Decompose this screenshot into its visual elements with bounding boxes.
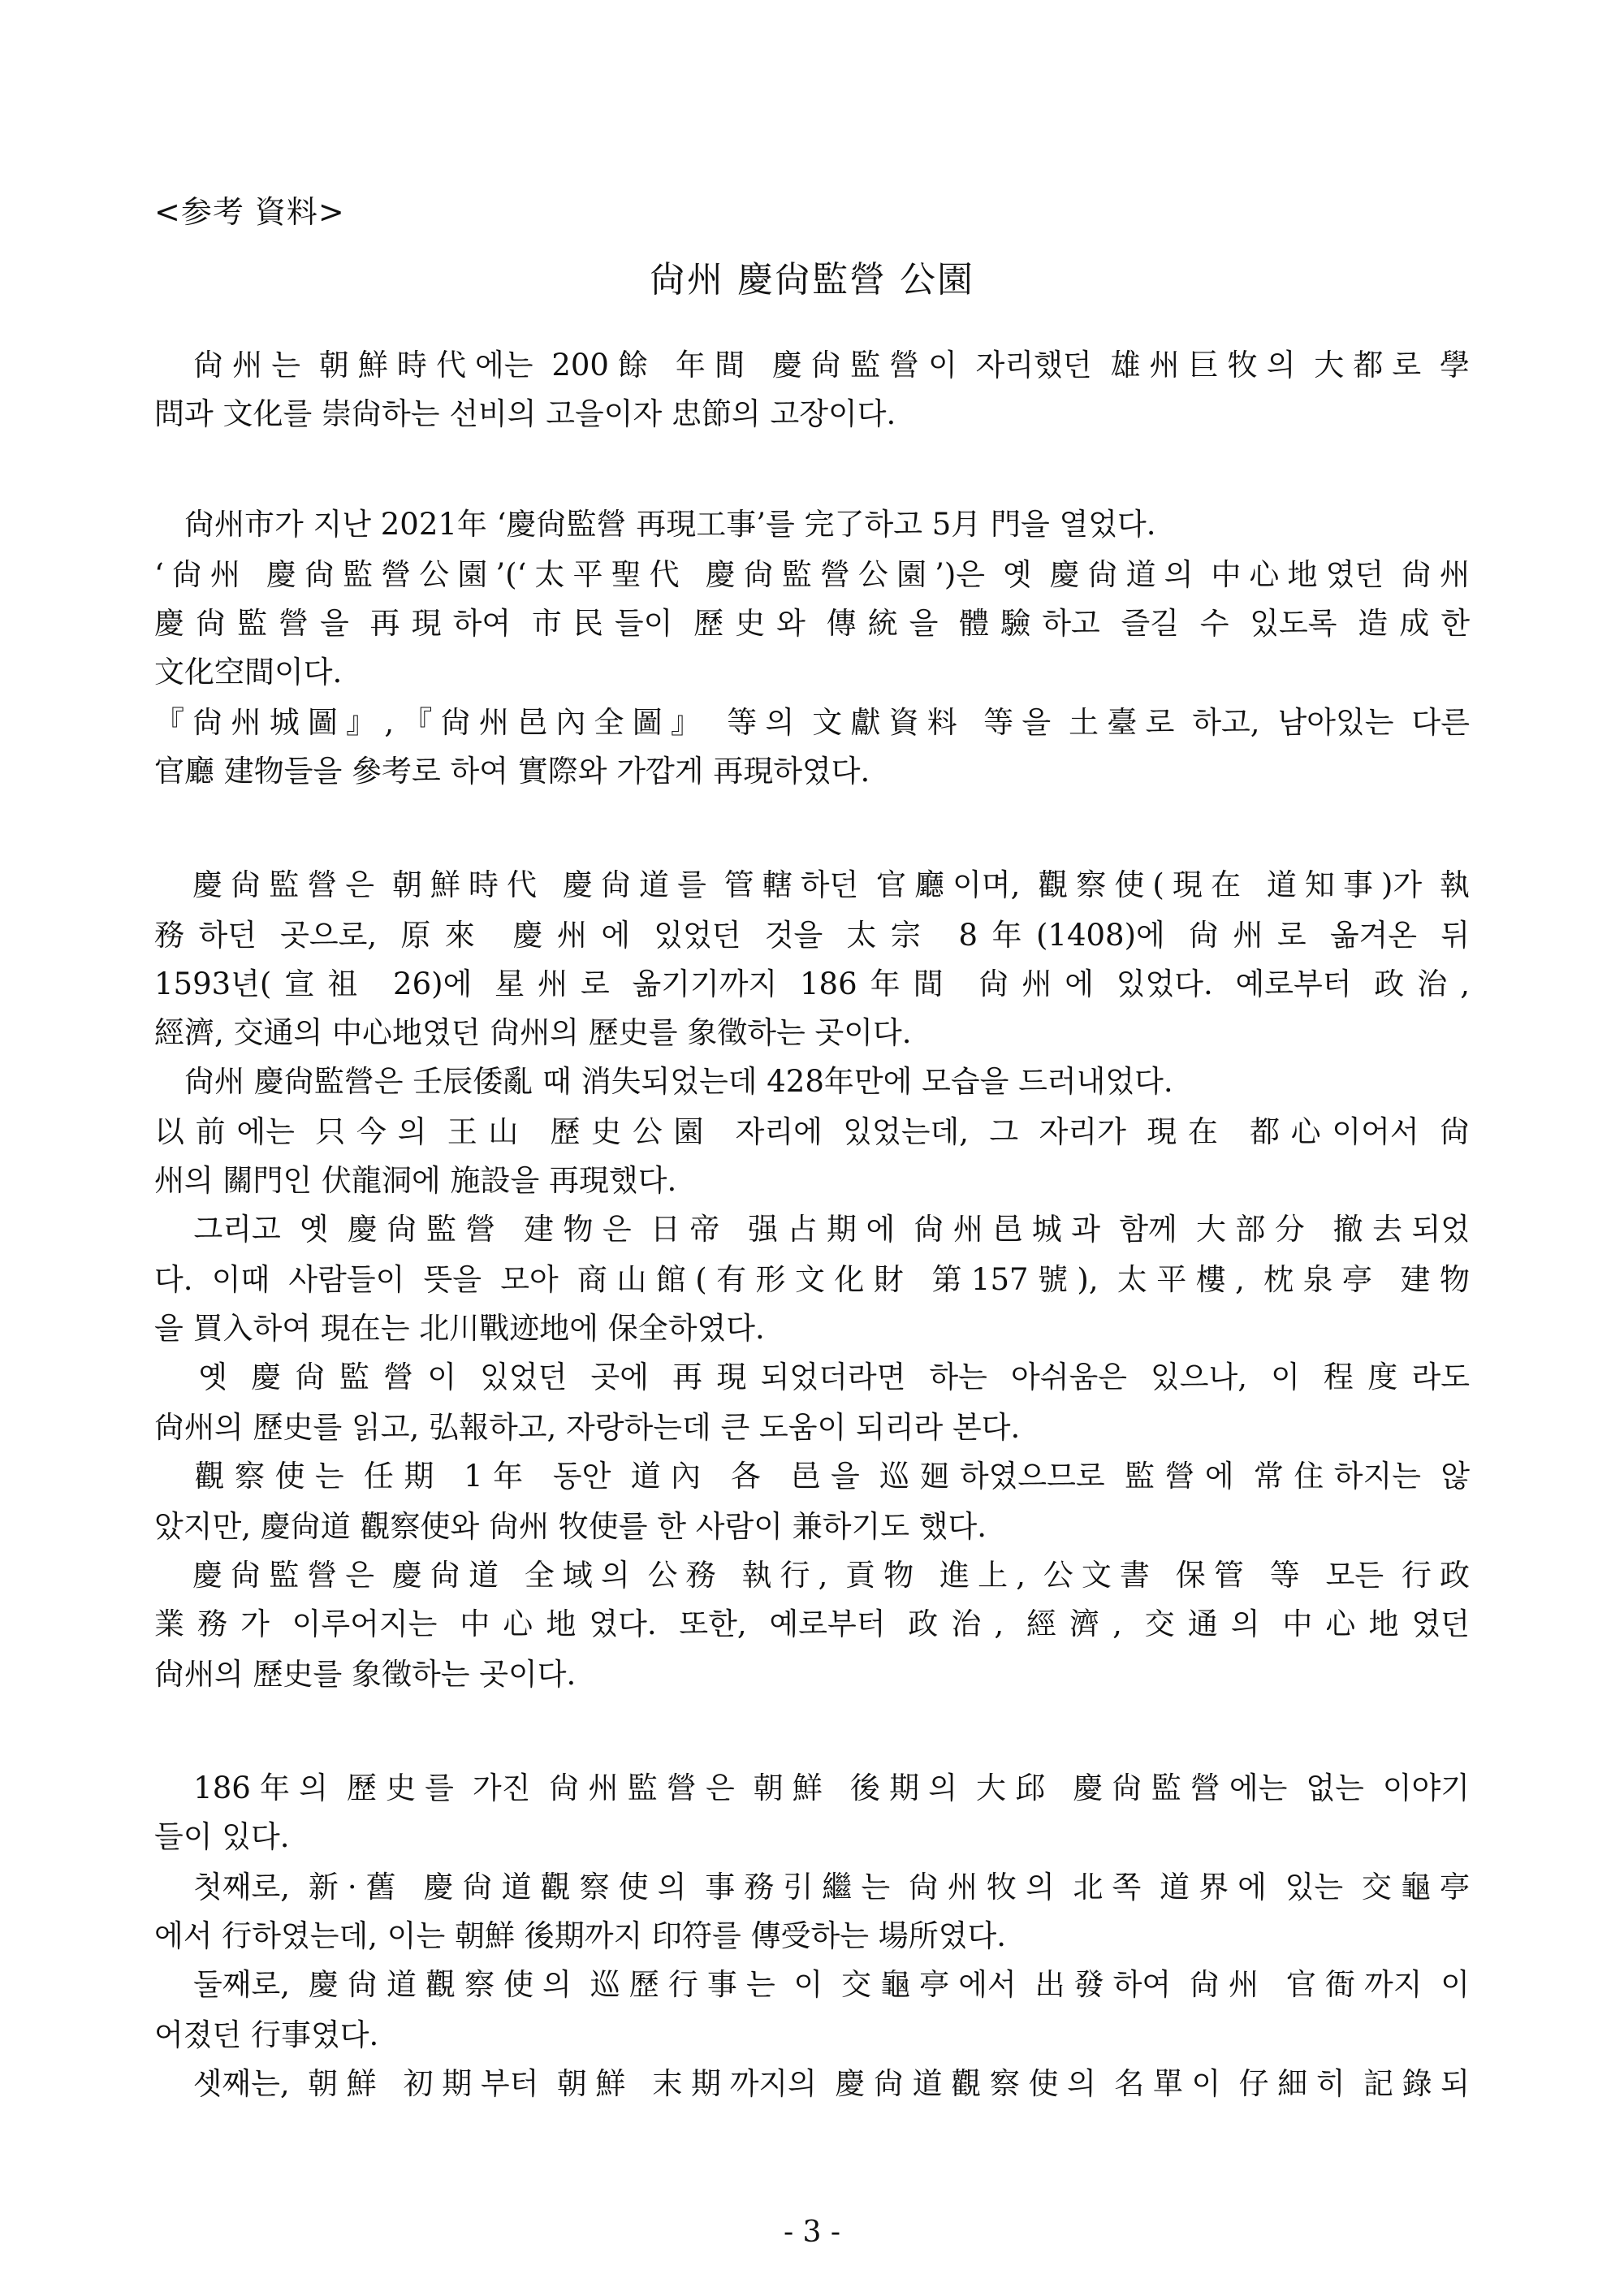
text-line: 尙州의 歷史를 읽고, 弘報하고, 자랑하는데 큰 도움이 되리라 본다. <box>154 1410 1021 1445</box>
text-line: 다. 이때 사람들이 뜻을 모아 商山館(有形文化財 第157號), 太平樓, 枕泉亭 建物 <box>154 1262 1470 1297</box>
text-line: 그리고 옛 慶尙監營 建物은 日帝 强占期에 尙州邑城과 함께 大部分 撤去되었 <box>154 1212 1470 1247</box>
text-line: 州의 關門인 伏龍洞에 施設을 再現했다. <box>154 1163 677 1198</box>
text-line: 았지만, 慶尙道 觀察使와 尙州 牧使를 한 사람이 兼하기도 했다. <box>154 1509 987 1544</box>
text-line: 慶尙監營은 朝鮮時代 慶尙道를 管轄하던 官廳이며, 觀察使(現在 道知事)가 執 <box>154 867 1470 902</box>
text-line: 經濟, 交通의 中心地였던 尙州의 歷史를 象徵하는 곳이다. <box>154 1015 912 1050</box>
text-line: 옛 慶尙監營이 있었던 곳에 再現되었더라면 하는 아쉬움은 있으나, 이 程度라도 <box>154 1360 1470 1394</box>
text-line: 에서 行하였는데, 이는 朝鮮 後期까지 印符를 傳受하는 場所였다. <box>154 1918 1006 1953</box>
document-title: 尙州 慶尙監營 公園 <box>650 259 974 301</box>
text-line: 尙州 慶尙監營은 壬辰倭亂 때 消失되었는데 428年만에 모습을 드러내었다. <box>154 1064 1173 1099</box>
text-line: 『尙州城圖』,『尙州邑內全圖』 等의 文獻資料 等을 土臺로 하고, 남아있는 다른 <box>154 705 1470 740</box>
text-line: ‘尙州 慶尙監營公園’(‘太平聖代 慶尙監營公園’)은 옛 慶尙道의 中心地였던 尙州 <box>154 557 1470 592</box>
text-line: 둘째로, 慶尙道觀察使의 巡歷行事는 이 交龜亭에서 出發하여 尙州 官衙까지 이 <box>154 1967 1470 2002</box>
text-line: 1593년(宣祖 26)에 星州로 옮기기까지 186年間 尙州에 있었다. 예로부터 政治, <box>154 966 1470 1001</box>
text-line: 慶尙監營을 再現하여 市民들이 歷史와 傳統을 體驗하고 즐길 수 있도록 造成한 <box>154 606 1470 641</box>
text-line: 尙州市가 지난 2021年 ‘慶尙監營 再現工事’를 完了하고 5月 門을 열었다. <box>154 507 1156 542</box>
reference-label: <参考 資料> <box>154 194 345 230</box>
text-line: 業務가 이루어지는 中心地였다. 또한, 예로부터 政治, 經濟, 交通의 中心地였던 <box>154 1606 1470 1641</box>
page-number: - 3 - <box>783 2216 841 2249</box>
text-line: 官廳 建物들을 參考로 하여 實際와 가깝게 再現하였다. <box>154 754 870 789</box>
text-line: 첫째로, 新·舊 慶尙道觀察使의 事務引繼는 尙州牧의 北쪽 道界에 있는 交龜亭 <box>154 1870 1470 1905</box>
text-line: 들이 있다. <box>154 1819 290 1854</box>
text-line: 問과 文化를 崇尙하는 선비의 고을이자 忠節의 고장이다. <box>154 396 896 431</box>
text-line: 以前에는 只今의 王山 歷史公園 자리에 있었는데, 그 자리가 現在 都心이어서 尙 <box>154 1114 1470 1149</box>
text-line: 셋째는, 朝鮮 初期부터 朝鮮 末期까지의 慶尙道觀察使의 名單이 仔細히 記錄되 <box>154 2066 1470 2101</box>
text-line: 尙州의 歷史를 象徵하는 곳이다. <box>154 1657 577 1692</box>
text-line: 文化空間이다. <box>154 655 343 690</box>
text-line: 慶尙監營은 慶尙道 全域의 公務 執行, 貢物 進上, 公文書 保管 等 모든 行政 <box>154 1558 1470 1593</box>
text-line: 尙州는 朝鮮時代에는 200餘 年間 慶尙監營이 자리했던 雄州巨牧의 大都로 學 <box>154 348 1470 383</box>
text-line: 어졌던 行事였다. <box>154 2017 379 2052</box>
text-line: 務하던 곳으로, 原來 慶州에 있었던 것을 太宗 8年(1408)에 尙州로 옮겨온 뒤 <box>154 918 1470 953</box>
text-line: 觀察使는 任期 1年 동안 道內 各 邑을 巡廻하였으므로 監營에 常住하지는 않 <box>154 1459 1470 1494</box>
text-line: 을 買入하여 現在는 北川戰迹地에 保全하였다. <box>154 1311 765 1346</box>
text-line: 186年의 歷史를 가진 尙州監營은 朝鮮 後期의 大邱 慶尙監營에는 없는 이야기 <box>154 1771 1470 1805</box>
